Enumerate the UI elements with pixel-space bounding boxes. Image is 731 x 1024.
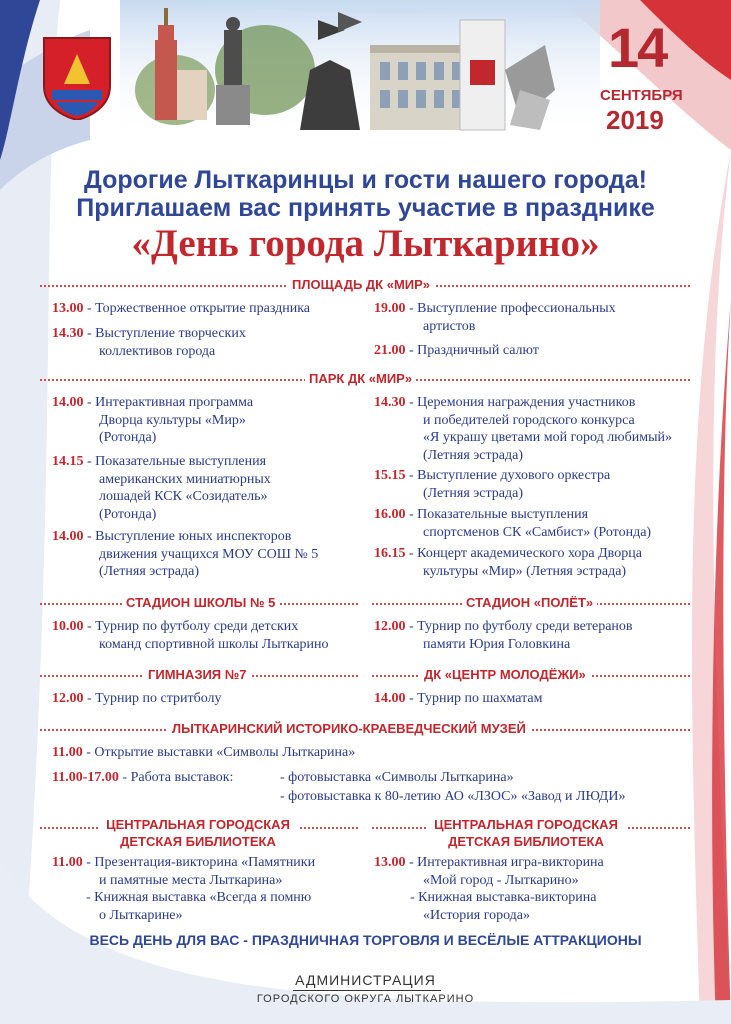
event-item: 16.00 - Показательные выступления спортсменов СК «Самбист» (Ротонда) <box>374 507 652 540</box>
event-item: 11.00 - Презентация-викторина «Памятники и памятные места Лыткарина» - Книжная выставка «Всегда я помню о Лыткарине» <box>52 855 316 923</box>
administration-label: АДМИНИСТРАЦИЯ <box>295 972 436 988</box>
section-header-museum: ЛЫТКАРИНСКИЙ ИСТОРИКО-КРАЕВЕДЧЕСКИЙ МУЗЕЙ <box>40 720 690 740</box>
city-coat-of-arms-icon <box>42 36 112 120</box>
event-item: 14.30 - Церемония награждения участников и победителей городского конкурса «Я украшу цветами мой город любимый» (Летняя эстрада) <box>374 395 673 463</box>
event-title: «День города Лыткарино» <box>131 222 600 265</box>
event-item: 10.00 - Турнир по футболу среди детских команд спортивной школы Лыткарино <box>52 619 329 652</box>
date-day: 14 <box>608 16 667 79</box>
event-item: 14.00 - Интерактивная программа Дворца культуры «Мир» (Ротонда) <box>52 395 254 445</box>
city-district-label: ГОРОДСКОГО ОКРУГА ЛЫТКАРИНО <box>256 993 475 1005</box>
exhibition-item: - фотовыставка «Символы Лыткарина» <box>280 770 514 785</box>
section-header-polyot-stadium: СТАДИОН «ПОЛЁТ» <box>372 594 690 614</box>
library-heading-right: ЦЕНТРАЛЬНАЯ ГОРОДСКАЯ ДЕТСКАЯ БИБЛИОТЕКА <box>426 816 626 850</box>
event-item: 12.00 - Турнир по стритболу <box>52 691 222 706</box>
event-item: 14.00 - Турнир по шахматам <box>374 691 543 706</box>
greeting-line: Дорогие Лыткаринцы и гости нашего города! <box>83 166 648 194</box>
section-header-dk-mir-square: ПЛОЩАДЬ ДК «МИР» <box>40 276 690 296</box>
section-header-gymnasium7: ГИМНАЗИЯ №7 <box>40 666 358 686</box>
event-item: 12.00 - Турнир по футболу среди ветеранов памяти Юрия Головкина <box>374 619 633 652</box>
event-item: 13.00 - Интерактивная игра-викторина «Мой город - Лыткарино» - Книжная выставка-викторина «История города» <box>374 855 604 923</box>
library-heading-left: ЦЕНТРАЛЬНАЯ ГОРОДСКАЯ ДЕТСКАЯ БИБЛИОТЕКА <box>98 816 298 850</box>
section-header-school5-stadium: СТАДИОН ШКОЛЫ № 5 <box>40 594 358 614</box>
invitation-line: Приглашаем вас принять участие в празднике <box>76 194 655 222</box>
event-item: 11.00-17.00 - Работа выставок: <box>52 770 234 785</box>
exhibition-item: - фотовыставка к 80-летию АО «ЛЗОС» «Завод и ЛЮДИ» <box>280 789 626 804</box>
section-header-dk-mir-park: ПАРК ДК «МИР» <box>40 370 690 390</box>
event-item: 14.30 - Выступление творческих коллективов города <box>52 326 246 359</box>
section-header-youth-center: ДК «ЦЕНТР МОЛОДЁЖИ» <box>372 666 690 686</box>
event-item: 13.00 - Торжественное открытие праздника <box>52 301 311 316</box>
event-item: 19.00 - Выступление профессиональных артистов <box>374 301 616 334</box>
all-day-announcement: ВЕСЬ ДЕНЬ ДЛЯ ВАС - ПРАЗДНИЧНАЯ ТОРГОВЛЯ И ВЕСЁЛЫЕ АТТРАКЦИОНЫ <box>89 932 642 948</box>
event-item: 14.15 - Показательные выступления американских миниатюрных лошадей КСК «Созидатель» (Ротонда) <box>52 454 271 522</box>
event-item: 14.00 - Выступление юных инспекторов движения учащихся МОУ СОШ № 5 (Летняя эстрада) <box>52 529 319 579</box>
event-item: 16.15 - Концерт академического хора Дворца культуры «Мир» (Летняя эстрада) <box>374 546 642 579</box>
date-month: СЕНТЯБРЯ <box>600 87 683 104</box>
date-year: 2019 <box>606 105 664 135</box>
divider <box>293 990 441 991</box>
event-item: 11.00 - Открытие выставки «Символы Лыткарина» <box>52 745 356 760</box>
event-item: 15.15 - Выступление духового оркестра (Летняя эстрада) <box>374 468 611 501</box>
event-item: 21.00 - Праздничный салют <box>374 343 539 358</box>
